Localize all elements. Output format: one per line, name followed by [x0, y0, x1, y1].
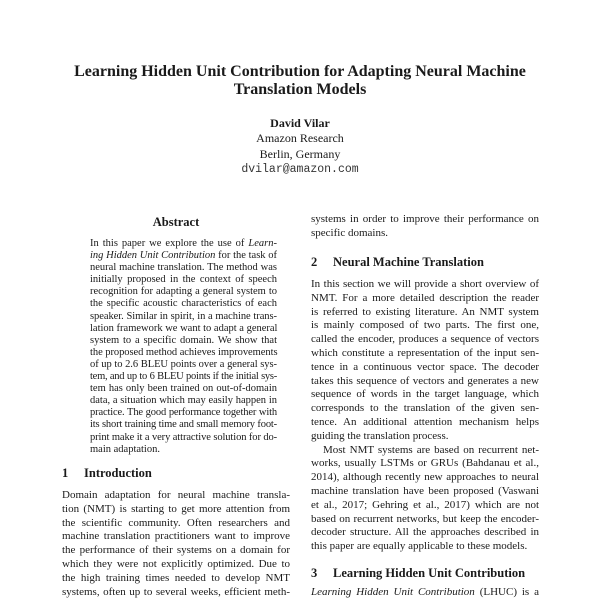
- section-number: 3: [311, 566, 318, 580]
- italic-term: Learn-: [248, 238, 277, 249]
- text-line: its short training time and small memory foot-: [90, 419, 278, 431]
- text-line: tem has only been trained on out-of-domain: [90, 383, 277, 395]
- text-span: (LHUC) is a: [474, 586, 539, 598]
- location: Berlin, Germany: [259, 146, 341, 161]
- author-email: dvilar@amazon.com: [241, 163, 359, 176]
- text-span: In this paper we explore the use of: [90, 238, 249, 249]
- title-line: Learning Hidden Unit Contribution for Adapting Neural Machine: [74, 63, 526, 80]
- text-line: recognition for adapting a general system to: [90, 286, 277, 298]
- affiliation: Amazon Research: [256, 131, 344, 145]
- text-line: tence in a continuous vector space. The decoder: [311, 360, 539, 373]
- text-line: lation framework we want to adapt a general: [90, 322, 278, 334]
- italic-term: Learning Hidden Unit Contribution: [311, 586, 475, 598]
- text-line: decoder structure. All the approaches described in: [311, 526, 539, 539]
- text-line: guiding the translation process.: [311, 429, 449, 442]
- text-line: main adaptation.: [90, 443, 160, 455]
- text-line: based on recurrent networks, but keep the encoder-: [311, 512, 539, 525]
- text-line: system to a specific domain. We show that: [90, 334, 277, 346]
- text-line: specific domains.: [311, 226, 388, 239]
- abstract-body: [90, 238, 277, 456]
- section-body: [62, 489, 290, 599]
- text-line: NMT. For a more detailed description the reader: [311, 291, 539, 304]
- text-line: neural machine translation. The method was: [90, 262, 277, 274]
- text-line: the scientific community. Often researchers and: [62, 516, 290, 529]
- text-line: [90, 238, 277, 250]
- text-line: [90, 250, 277, 262]
- text-line: the high training times needed to develop NMT: [62, 571, 290, 584]
- text-line: systems in order to improve their performance on: [311, 213, 539, 225]
- paper-title: [0, 63, 600, 99]
- italic-term: ing Hidden Unit Contribution: [90, 250, 216, 262]
- author-name: David Vilar: [270, 116, 330, 130]
- column-continuation: [311, 213, 539, 241]
- text-line: tion (NMT) is starting to get more attention from: [62, 502, 290, 515]
- section-number: 2: [311, 255, 318, 269]
- text-line: this paper are equally applicable to these models.: [311, 540, 528, 553]
- section-heading: [311, 255, 484, 269]
- text-line: In this section we will provide a short overview of: [311, 278, 539, 290]
- section-heading: [62, 466, 152, 480]
- text-line: of up to 2.6 BLEU points over a general sys-: [90, 358, 277, 370]
- text-line: which they were not explicitly optimized. Due to: [62, 557, 290, 570]
- title-line: Translation Models: [233, 81, 367, 98]
- section-body: [311, 586, 539, 600]
- section-title: Learning Hidden Unit Contribution: [333, 566, 526, 580]
- section-number: 1: [62, 466, 69, 480]
- author-affiliation: [0, 131, 600, 162]
- section-title: Neural Machine Translation: [333, 255, 484, 269]
- text-line: Domain adaptation for neural machine transla-: [62, 489, 290, 501]
- text-line: the proposed method achieves improvements: [90, 346, 278, 358]
- text-line: data, a situation which may easily happen in: [90, 395, 277, 407]
- text-line: machine translation have been proposed (Vaswani: [311, 484, 539, 497]
- text-line: which constitute a representation of the input sen-: [311, 346, 539, 359]
- text-line: et al., 2017; Gehring et al., 2017) which are not: [311, 498, 539, 511]
- text-line: is referred to existing literature. An NMT system: [311, 305, 539, 318]
- text-span: for the task of: [215, 250, 277, 262]
- text-line: 2014), although recently new approaches to neural: [311, 471, 539, 484]
- section-title: Introduction: [84, 466, 152, 480]
- section-body: [311, 278, 539, 554]
- text-line: tem, and up to 6 BLEU points if the initial sys-: [90, 371, 277, 383]
- text-line: works, usually LSTMs or GRUs (Bahdanau et al.,: [311, 457, 539, 470]
- text-line: Most NMT systems are based on recurrent net-: [323, 443, 539, 456]
- text-line: corresponds to the translation of the given sen-: [311, 402, 539, 415]
- text-line: practice. The good performance together with: [90, 407, 277, 419]
- text-line: tence. An additional attention mechanism helps: [311, 415, 539, 428]
- text-line: speaker. Similar in spirit, in a machine trans-: [90, 310, 277, 322]
- text-line: takes this sequence of vectors and generates a new: [311, 374, 539, 387]
- section-heading: [311, 566, 525, 580]
- text-line: the specific acoustic characteristics of each: [90, 298, 277, 310]
- text-line: print make it a very attractive solution for do-: [90, 431, 278, 443]
- text-line: called the encoder, produces a sequence of vectors: [311, 333, 539, 346]
- text-line: sequence of words in the target language, which: [311, 388, 539, 401]
- text-line: systems, often up to several weeks, efficient meth-: [62, 585, 290, 598]
- text-line: is mainly composed of two parts. The first one,: [311, 319, 539, 332]
- text-line: [311, 586, 539, 600]
- text-line: initially proposed in the context of speech: [90, 274, 277, 286]
- abstract-heading: Abstract: [152, 215, 200, 229]
- text-line: the performance of their systems on a domain for: [62, 544, 290, 557]
- text-line: machine translation practitioners want to improve: [62, 530, 290, 543]
